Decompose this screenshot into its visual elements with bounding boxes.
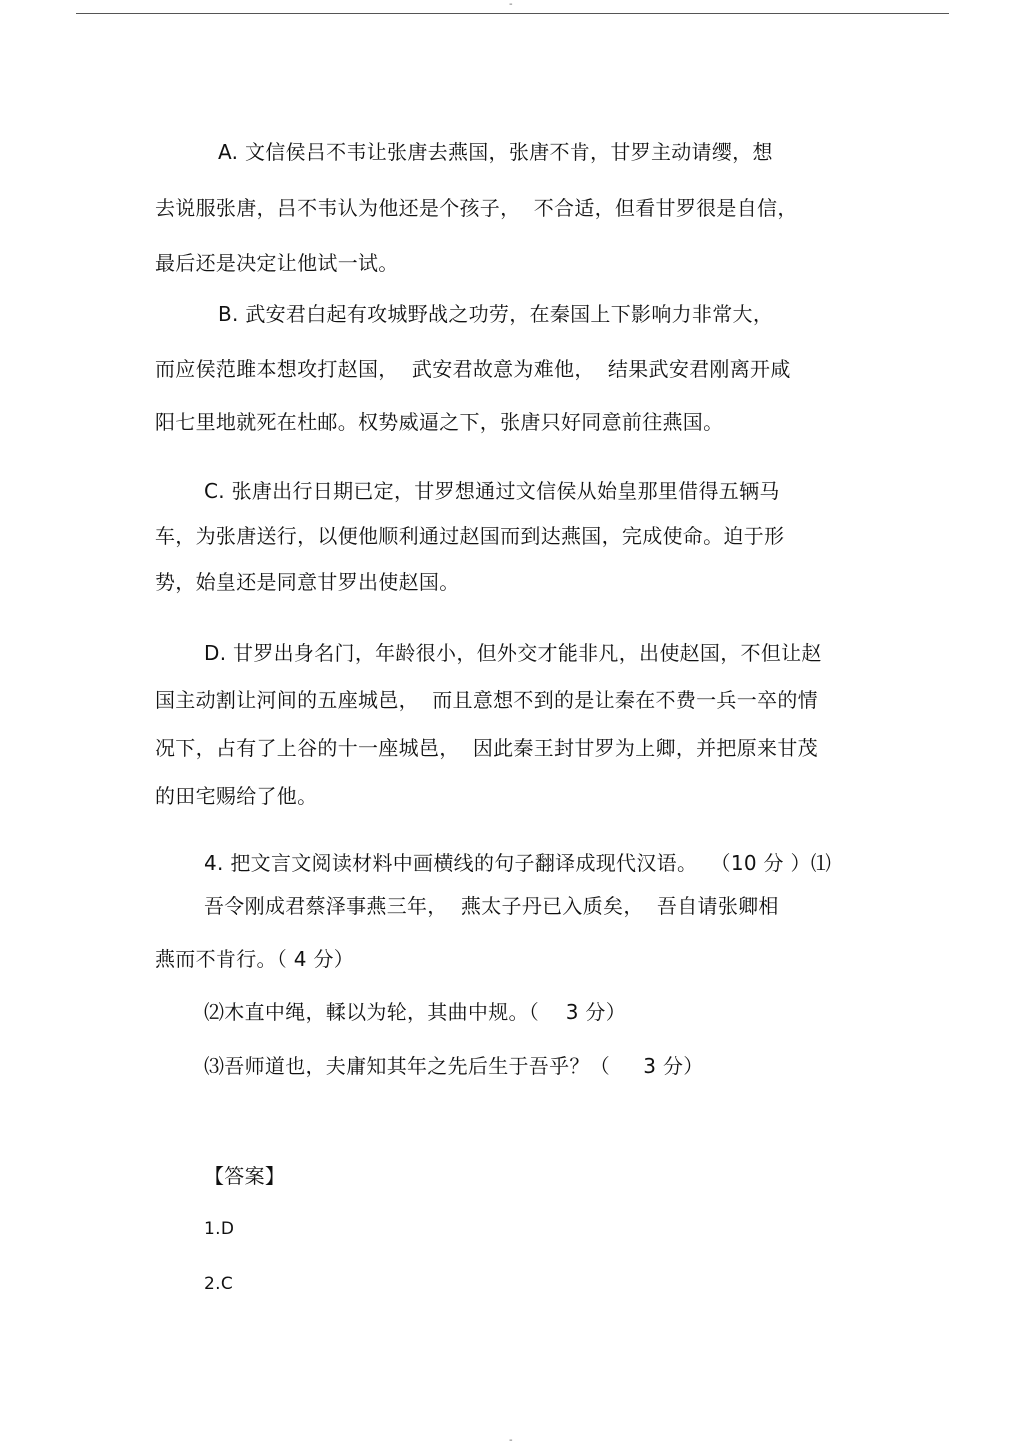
header-mark: - (509, 0, 513, 10)
option-c-line-3: 势，始皇还是同意甘罗出使赵国。 (155, 570, 460, 594)
answers-heading: 【答案】 (204, 1164, 286, 1188)
option-b-line-1: B. 武安君白起有攻城野战之功劳，在秦国上下影响力非常大， (218, 302, 774, 326)
option-a-line-1: A. 文信侯吕不韦让张唐去燕国，张唐不肯，甘罗主动请缨，想 (218, 140, 773, 164)
option-b-line-2: 而应侯范雎本想攻打赵国， 武安君故意为难他， 结果武安君刚离开咸 (155, 357, 791, 381)
question-4-line-3: 燕而不肯行。（ 4 分） (155, 947, 355, 971)
option-d-line-1: D. 甘罗出身名门，年龄很小，但外交才能非凡，出使赵国，不但让赵 (204, 641, 822, 665)
question-4-sub-3: ⑶吾师道也，夫庸知其年之先后生于吾乎？（ 3 分） (204, 1054, 704, 1078)
option-c-line-1: C. 张唐出行日期已定，甘罗想通过文信侯从始皇那里借得五辆马 (204, 479, 780, 503)
option-a-line-3: 最后还是决定让他试一试。 (155, 251, 399, 275)
option-b-line-3: 阳七里地就死在杜邮。权势威逼之下，张唐只好同意前往燕国。 (155, 410, 724, 434)
answer-item-2: 2.C (204, 1274, 233, 1294)
answer-item-1: 1.D (204, 1219, 235, 1239)
question-4-line-1: 4. 把文言文阅读材料中画横线的句子翻译成现代汉语。 （10 分 ）⑴ (204, 851, 832, 875)
option-d-line-3: 况下，占有了上谷的十一座城邑， 因此秦王封甘罗为上卿，并把原来甘茂 (155, 736, 818, 760)
option-d-line-2: 国主动割让河间的五座城邑， 而且意想不到的是让秦在不费一兵一卒的情 (155, 688, 818, 712)
option-d-line-4: 的田宅赐给了他。 (155, 784, 318, 808)
question-4-sub-2: ⑵木直中绳，輮以为轮，其曲中规。（ 3 分） (204, 1000, 627, 1024)
option-c-line-2: 车，为张唐送行，以便他顺利通过赵国而到达燕国，完成使命。迫于形 (155, 524, 785, 548)
footer-mark: - (509, 1435, 513, 1446)
question-4-line-2: 吾令刚成君蔡泽事燕三年， 燕太子丹已入质矣， 吾自请张卿相 (204, 894, 779, 918)
option-a-line-2: 去说服张唐，吕不韦认为他还是个孩子， 不合适，但看甘罗很是自信， (155, 196, 798, 220)
header-rule (76, 13, 949, 14)
